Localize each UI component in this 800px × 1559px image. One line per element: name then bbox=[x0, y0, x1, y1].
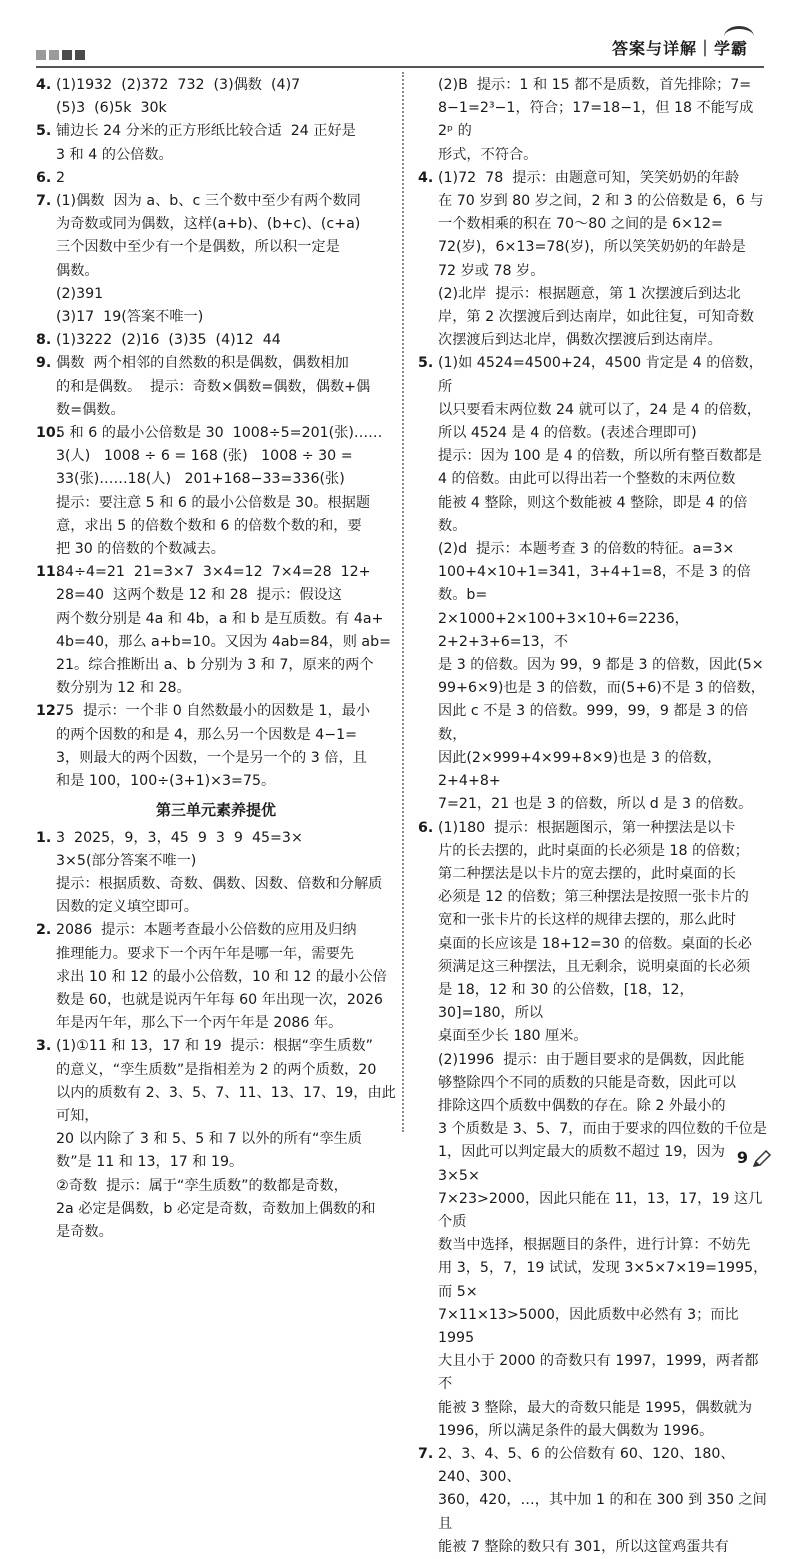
answer-line: 的和是偶数。 提示：奇数×偶数=偶数，偶数+偶 bbox=[56, 378, 371, 395]
answer-line: 三个因数中至少有一个是偶数，所以积一定是 bbox=[56, 239, 340, 256]
square-3 bbox=[62, 50, 72, 60]
answer-line: 为奇数或同为偶数，这样(a+b)、(b+c)、(c+a) bbox=[56, 216, 361, 233]
answer-line: 大且小于 2000 的奇数只有 1997，1999，两者都不 bbox=[438, 1353, 759, 1393]
answer-number: 7. bbox=[36, 193, 52, 210]
answer-item bbox=[36, 700, 396, 793]
answer-number: 3. bbox=[36, 1038, 52, 1055]
answer-line: 和是 100，100÷(3+1)×3=75。 bbox=[56, 773, 276, 790]
answer-line: 2、3、4、5、6 的公倍数有 60、120、180、240、300、 bbox=[438, 1445, 735, 1486]
square-4 bbox=[75, 50, 85, 60]
answer-line: 提示：因为 100 是 4 的倍数，所以所有整百数都是 bbox=[438, 448, 762, 465]
answer-item bbox=[36, 561, 396, 700]
answer-line: (3)17 19(答案不唯一) bbox=[56, 309, 204, 326]
answer-line: 1，因此可以判定最大的质数不超过 19，因为 3×5× bbox=[438, 1144, 730, 1184]
answer-line: (1)1932 (2)372 732 (3)偶数 (4)7 bbox=[56, 77, 301, 93]
answer-line: 21。综合推断出 a、b 分别为 3 和 7，原来的两个 bbox=[56, 657, 374, 674]
answer-line: 33(张)……18(人) 201+168−33=336(张) bbox=[56, 471, 345, 488]
column-divider bbox=[402, 72, 404, 1132]
answer-line: 75 提示：一个非 0 自然数最小的因数是 1，最小 bbox=[56, 703, 371, 720]
answer-line: 所以 4524 是 4 的倍数。(表述合理即可) bbox=[438, 425, 697, 442]
answer-line: 能被 4 整除，则这个数能被 4 整除，即是 4 的倍数。 bbox=[438, 494, 748, 534]
answer-line: 的两个因数的和是 4，那么另一个因数是 4−1= bbox=[56, 726, 358, 743]
answer-line: 72 岁或 78 岁。 bbox=[438, 262, 545, 279]
answer-line: 7×11×13>5000，因此质数中必然有 3；而比 1995 bbox=[438, 1306, 744, 1346]
answer-line: 桌面的长应该是 18+12=30 的倍数。桌面的长必 bbox=[438, 935, 752, 952]
answer-line: 第二种摆法是以卡片的宽去摆的，此时桌面的长 bbox=[438, 865, 736, 882]
answer-line: 是 3 的倍数。因为 99，9 都是 3 的倍数，因此(5× bbox=[438, 657, 764, 674]
answer-line: 偶数。 bbox=[56, 262, 99, 279]
answer-line: 须满足这三种摆法，且无剩余，说明桌面的长必须 bbox=[438, 958, 751, 975]
answer-line: 3 2025，9，3，45 9 3 9 45=3× bbox=[56, 829, 303, 846]
answer-number: 12. bbox=[36, 703, 62, 720]
answer-item bbox=[418, 817, 770, 1443]
answer-line: (2)391 bbox=[56, 285, 104, 302]
answer-number: 4. bbox=[36, 77, 52, 93]
answer-number: 5. bbox=[418, 355, 434, 372]
answer-number: 11. bbox=[36, 564, 62, 581]
section-title: 第三单元素养提优 bbox=[155, 801, 276, 820]
answer-line: 3×5(部分答案不唯一) bbox=[56, 852, 197, 869]
answer-line: (2)d 提示：本题考查 3 的倍数的特征。a=3× bbox=[438, 541, 735, 558]
header-rule bbox=[36, 66, 764, 68]
answer-line: 一个数相乘的积在 70～80 之间的是 6×12= bbox=[438, 216, 723, 233]
answer-line: 是 18，12 和 30 的公倍数，[18，12，30]=180，所以 bbox=[438, 981, 694, 1022]
square-1 bbox=[36, 50, 46, 60]
answer-line: (1)①11 和 13，17 和 19 提示：根据“孪生质数” bbox=[56, 1038, 374, 1055]
answer-line: 3 和 4 的公倍数。 bbox=[56, 146, 173, 163]
answer-line: (1)72 78 提示：由题意可知，笑笑奶奶的年龄 bbox=[438, 169, 740, 186]
answer-line: 提示：根据质数、奇数、偶数、因数、倍数和分解质 bbox=[56, 875, 383, 892]
left-answers-section bbox=[36, 827, 396, 1245]
answer-line: 因此 c 不是 3 的倍数。999，99，9 都是 3 的倍数， bbox=[438, 703, 749, 743]
answer-number: 5. bbox=[36, 123, 52, 140]
answer-line: 年是丙午年，那么下一个丙午年是 2086 年。 bbox=[56, 1015, 343, 1032]
answer-line: 片的长去摆的，此时桌面的长必须是 18 的倍数； bbox=[438, 842, 749, 859]
answer-item bbox=[36, 352, 396, 422]
answer-line: (1)180 提示：根据题图示，第一种摆法是以卡 bbox=[438, 819, 736, 836]
answer-line: 求出 10 和 12 的最小公倍数，10 和 12 的最小公倍 bbox=[56, 968, 387, 985]
answer-number: 6. bbox=[418, 819, 434, 836]
answer-line: 7=21，21 也是 3 的倍数，所以 d 是 3 的倍数。 bbox=[438, 796, 753, 813]
answer-line: 推理能力。要求下一个丙午年是哪一年，需要先 bbox=[56, 945, 354, 962]
answer-line: 数是 60，也就是说丙午年每 60 年出现一次，2026 bbox=[56, 991, 383, 1008]
answer-item bbox=[418, 352, 770, 816]
answer-line: 360，420，…，其中加 1 的和在 300 到 350 之间且 bbox=[438, 1492, 767, 1532]
answer-line: 72(岁)，6×13=78(岁)，所以笑笑奶奶的年龄是 bbox=[438, 239, 746, 256]
answer-line: 必须是 12 的倍数；第三种摆法是按照一张卡片的 bbox=[438, 889, 749, 906]
answer-number: 2. bbox=[36, 922, 52, 939]
answer-line: 够整除四个不同的质数的只能是奇数，因此可以 bbox=[438, 1074, 736, 1091]
header-title: 答案与详解｜学霸 bbox=[611, 39, 748, 58]
answer-line: 4b=40，那么 a+b=10。又因为 4ab=84，则 ab= bbox=[56, 633, 391, 650]
answer-line: 2086 提示：本题考查最小公倍数的应用及归纳 bbox=[56, 922, 357, 939]
right-column bbox=[418, 74, 770, 1559]
answer-item bbox=[418, 167, 770, 353]
answer-line: 以内的质数有 2、3、5、7、11、13、17、19，由此可知， bbox=[56, 1084, 396, 1124]
answer-number: 8. bbox=[36, 332, 52, 349]
answer-line: 以只要看末两位数 24 就可以了，24 是 4 的倍数， bbox=[438, 401, 762, 418]
answer-line: 因数的定义填空即可。 bbox=[56, 899, 198, 916]
answer-line: 2 bbox=[56, 169, 66, 186]
answer-line: 84÷4=21 21=3×7 3×4=12 7×4=28 12+ bbox=[56, 564, 371, 581]
answer-line: 能被 3 整除，最大的奇数只能是 1995，偶数就为 bbox=[438, 1399, 753, 1416]
answer-line: 偶数 两个相邻的自然数的积是偶数，偶数相加 bbox=[56, 355, 349, 372]
answer-line: 2×1000+2×100+3×10+6=2236，2+2+3+6=13，不 bbox=[438, 610, 689, 650]
answer-line: (5)3 (6)5k 30k bbox=[56, 100, 167, 117]
answer-item bbox=[36, 1035, 396, 1244]
answer-line: 提示：要注意 5 和 6 的最小公倍数是 30。根据题 bbox=[56, 494, 371, 511]
answer-item bbox=[36, 120, 396, 166]
answer-number: 4. bbox=[418, 169, 434, 186]
answer-item bbox=[36, 422, 396, 561]
left-column bbox=[36, 74, 396, 1244]
answer-line: 两个数分别是 4a 和 4b，a 和 b 是互质数。有 4a+ bbox=[56, 610, 384, 627]
answer-number: 1. bbox=[36, 829, 52, 846]
answer-line: 次摆渡后到达北岸，偶数次摆渡后到达南岸。 bbox=[438, 332, 722, 349]
answer-line: 形式，不符合。 bbox=[438, 146, 538, 163]
answer-line: ②奇数 提示：属于“孪生质数”的数都是奇数， bbox=[56, 1177, 348, 1194]
answer-line: 把 30 的倍数的个数减去。 bbox=[56, 541, 225, 558]
answer-line: 用 3，5，7，19 试试，发现 3×5×7×19=1995，而 5× bbox=[438, 1260, 768, 1300]
answer-line: 宽和一张卡片的长这样的规律去摆的，那么此时 bbox=[438, 912, 736, 929]
answer-line: 数=偶数。 bbox=[56, 401, 125, 418]
answer-line: (2)B 提示：1 和 15 都不是质数，首先排除；7= bbox=[438, 77, 752, 93]
answer-line: (1)3222 (2)16 (3)35 (4)12 44 bbox=[56, 332, 281, 349]
answer-line: 是奇数。 bbox=[56, 1223, 113, 1240]
answer-line: 桌面至少长 180 厘米。 bbox=[438, 1028, 588, 1045]
left-answers bbox=[36, 74, 396, 793]
answer-line: 的意义，“孪生质数”是指相差为 2 的两个质数，20 bbox=[56, 1061, 377, 1078]
answer-item bbox=[36, 329, 396, 352]
answer-line: 排除这四个质数中偶数的存在。除 2 外最小的 bbox=[438, 1097, 726, 1114]
answer-line: 3 个质数是 3、5、7，而由于要求的四位数的千位是 bbox=[438, 1121, 767, 1138]
answer-number: 7. bbox=[418, 1445, 434, 1462]
answer-line: 1996，所以满足条件的最大偶数为 1996。 bbox=[438, 1422, 714, 1439]
header-squares bbox=[36, 50, 85, 60]
answer-line: 99+6×9)也是 3 的倍数，而(5+6)不是 3 的倍数， bbox=[438, 680, 765, 697]
answer-item bbox=[36, 74, 396, 120]
answer-line: 4 的倍数。由此可以得出若一个整数的末两位数 bbox=[438, 471, 736, 488]
answer-line: 能被 7 整除的数只有 301，所以这筐鸡蛋共有 bbox=[438, 1538, 729, 1555]
answer-line: 岸，第 2 次摆渡后到达南岸，如此往复，可知奇数 bbox=[438, 309, 754, 326]
answer-item bbox=[418, 74, 770, 167]
answer-item bbox=[36, 190, 396, 329]
answer-line: 8−1=2³−1，符合；17=18−1，但 18 不能写成 2ᵖ 的 bbox=[438, 100, 758, 140]
answer-item bbox=[418, 1443, 770, 1559]
answer-line: 5 和 6 的最小公倍数是 30 1008÷5=201(张)…… bbox=[56, 425, 383, 442]
pencil-icon bbox=[752, 1150, 772, 1168]
right-answers bbox=[418, 74, 770, 1559]
answer-number: 10. bbox=[36, 425, 62, 442]
answer-line: 28=40 这两个数是 12 和 28 提示：假设这 bbox=[56, 587, 342, 604]
answer-line: 在 70 岁到 80 岁之间，2 和 3 的公倍数是 6，6 与 bbox=[438, 193, 764, 210]
answer-line: (1)偶数 因为 a、b、c 三个数中至少有两个数同 bbox=[56, 193, 361, 210]
answer-line: (1)如 4524=4500+24，4500 肯定是 4 的倍数，所 bbox=[438, 355, 763, 395]
answer-number: 6. bbox=[36, 169, 52, 186]
answer-line: 因此(2×999+4×99+8×9)也是 3 的倍数，2+4+8+ bbox=[438, 749, 722, 790]
answer-line: 3(人) 1008 ÷ 6 = 168 (张) 1008 ÷ 30 = bbox=[56, 448, 353, 465]
answer-line: 意，求出 5 的倍数个数和 6 的倍数个数的和，要 bbox=[56, 517, 362, 534]
square-2 bbox=[49, 50, 59, 60]
page-number: 9 bbox=[736, 1148, 748, 1167]
answer-line: 数当中选择，根据题目的条件，进行计算：不妨先 bbox=[438, 1237, 751, 1254]
answer-line: (2)1996 提示：由于题目要求的是偶数，因此能 bbox=[438, 1051, 745, 1068]
answer-line: 2a 必定是偶数，b 必定是奇数，奇数加上偶数的和 bbox=[56, 1200, 376, 1217]
page-header bbox=[0, 0, 800, 70]
answer-line: 100+4×10+1=341，3+4+1=8，不是 3 的倍数。b= bbox=[438, 564, 751, 604]
answer-line: 20 以内除了 3 和 5、5 和 7 以外的所有“孪生质 bbox=[56, 1131, 362, 1148]
answer-number: 9. bbox=[36, 355, 52, 372]
answer-line: 铺边长 24 分米的正方形纸比较合适 24 正好是 bbox=[56, 123, 356, 140]
answer-line: 7×23>2000，因此只能在 11，13，17，19 这几个质 bbox=[438, 1190, 763, 1230]
answer-item bbox=[36, 919, 396, 1035]
answer-line: 数”是 11 和 13，17 和 19。 bbox=[56, 1154, 244, 1171]
answer-line: (2)北岸 提示：根据题意，第 1 次摆渡后到达北 bbox=[438, 285, 741, 302]
answer-line: 3，则最大的两个因数，一个是另一个的 3 倍，且 bbox=[56, 749, 367, 766]
answer-item bbox=[36, 167, 396, 190]
answer-line: 数分别为 12 和 28。 bbox=[56, 680, 191, 697]
answer-item bbox=[36, 827, 396, 920]
